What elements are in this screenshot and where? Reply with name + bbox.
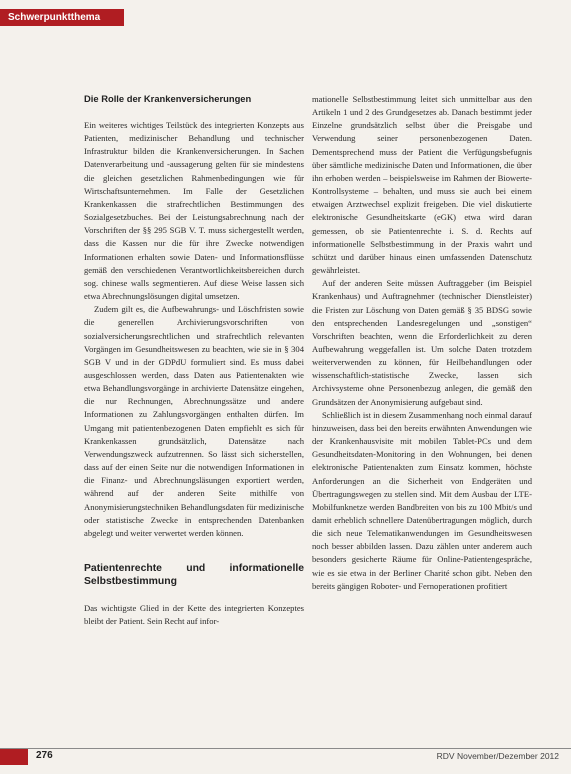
paragraph: Schließlich ist in diesem Zusammenhang noch einmal darauf hinzuweisen, dass bei den bereits erwähnten Anwendungen wie der Krankenhausvisite mit mobilen Tablet-PCs und dem Gesundheitsdaten-Monitoring in den Wohnungen, bei denen elektronische Patientenakten zum Einsatz kommen, höchste Anforderungen an die Sicherheit von Endgeräten und Übertragungswegen zu stellen sind. Mit dem Ausbau der LTE-Mobilfunknetze werden Bandbreiten von bis zu 100 Mbit/s und damit erheblich schnellere Datenübertragungen möglich, durch die sich neue Telematikanwendungen im Gesundheitswesen noch besser abbilden lassen. Dazu zählen unter anderem auch besonders gesicherte Räume für Online-Patientengespräche, wie es sie etwa in der Berliner Charité schon gibt. Neben den bereits gängigen Roboter- und Fernoperationen profitiert <box>312 409 532 591</box>
right-column <box>312 93 532 593</box>
paragraph: Auf der anderen Seite müssen Auftraggeber (im Beispiel Krankenhaus) und Auftragnehmer (technischer Dienstleister) die Fristen zur Löschung von Daten gemäß § 35 BDSG sowie den entsprechenden Landesregelungen und „sonstigen“ Vorschriften beachten, wenn die Erforderlichkeit zu deren Aufbewahrung weggefallen ist. Um solche Daten trotzdem weiterverwenden zu können, für Heilbehandlungen oder wissenschaftlich-statistische Zwecke, lassen sich Archivsysteme ohne Personenbezug anlegen, die gemäß den Grundsätzen der Anonymisierung aufgebaut sind. <box>312 278 532 407</box>
section-banner <box>0 9 124 26</box>
left-column <box>84 93 304 628</box>
heading-krankenversicherungen: Die Rolle der Krankenversicherungen <box>84 93 252 104</box>
paragraph: Das wichtigste Glied in der Kette des integrierten Konzeptes bleibt der Patient. Sein Recht auf infor- <box>84 603 304 627</box>
heading-patientenrechte: Patientenrechte und informationelle Selbstbestimmung <box>84 563 304 587</box>
page-number: 276 <box>36 750 53 761</box>
paragraph: Zudem gilt es, die Aufbewahrungs- und Löschfristen sowie die generellen Archivierungsvorschriften von sozialversicherungsrechtlichen und strafrechtlich relevanten Vorgängen im Gesundheitswesen zu beachten, wie sie in § 304 SGB V und in der GDPdU formuliert sind. Es muss dabei ausgeschlossen werden, dass Daten aus Patientenakten wie etwa Behandlungsvorgänge in archivierte Datensätze eingehen, die nur Rechnungen, Abrechnungssätze und andere Informationen zu Zahlungsvorgängen enthalten dürfen. Im Umgang mit patientenbezogenen Daten empfiehlt es sich für Krankenkassen grundsätzlich, Datensätze nach Verwendungszweck aufzutrennen. So lässt sich sicherstellen, dass auf der einen Seite nur die notwendigen Informationen in die Finanz- und Abrechnungsläsungen exportiert werden, während auf der anderen Seite mithilfe von Anonymisierungstechniken Behandlungsdaten für medizinische oder statistische Zwecke in entsprechenden Datenbanken abgelegt und weiter verwertet werden können. <box>84 304 304 538</box>
page-number-marker <box>0 749 28 765</box>
paragraph: Ein weiteres wichtiges Teilstück des integrierten Konzepts aus Patienten, medizinischer Behandlung und technischer Infrastruktur bilden die Krankenversicherungen. In Sachen Datenverarbeitung und -aussagerung gelten für sie mindestens die gleichen gesetzlichen Rahmenbedingungen wie für Wirtschaftsunternehmen. Im Falle der Gesetzlichen Krankenkassen die strafrechtlichen Bestimmungen des Sozialgesetzbuches. Bei der Leistungsabrechnung nach der Vorschriften der §§ 295 SGB V. T. muss sichergestellt werden, dass die Kassen nur die für ihre Zwecke notwendigen Informationen erhalten sowie Daten- und Informationsflüsse gemäß den verschiedenen Verantwortlichkeitsbereichen durch sog. chinese walls segmentieren. Auf diese Weise lassen sich etwa Abrechnungslösungen digital umsetzen. <box>84 120 304 302</box>
issue-label: RDV November/Dezember 2012 <box>436 751 559 761</box>
paragraph: mationelle Selbstbestimmung leitet sich unmittelbar aus den Artikeln 1 und 2 des Grundgesetzes ab. Danach bestimmt jeder Einzelne grundsätzlich selbst über die Preisgabe und Verwendung seiner personenbezogenen Daten. Dementsprechend muss der Patient die Verfügungsbefugnis über sämtliche medizinische Daten und Informationen, die über ihn erhoben werden – beispielsweise im Rahmen der Biowerte-Kontrollsysteme – behalten, und muss sie auch bei einem etwaigen Arztwechsel explizit freigeben. Die viel diskutierte elektronische Gesundheitskarte (eGK) etwa wird daran gemessen, ob sie Patientenrechte i. S. d. Rechts auf informationelle Selbstbestimmung in der Praxis wahrt und schützt und darüber hinaus einen umfassenden Datenschutz gewährleistet. <box>312 94 532 276</box>
footer-divider <box>0 748 571 749</box>
section-label: Schwerpunktthema <box>8 12 101 23</box>
